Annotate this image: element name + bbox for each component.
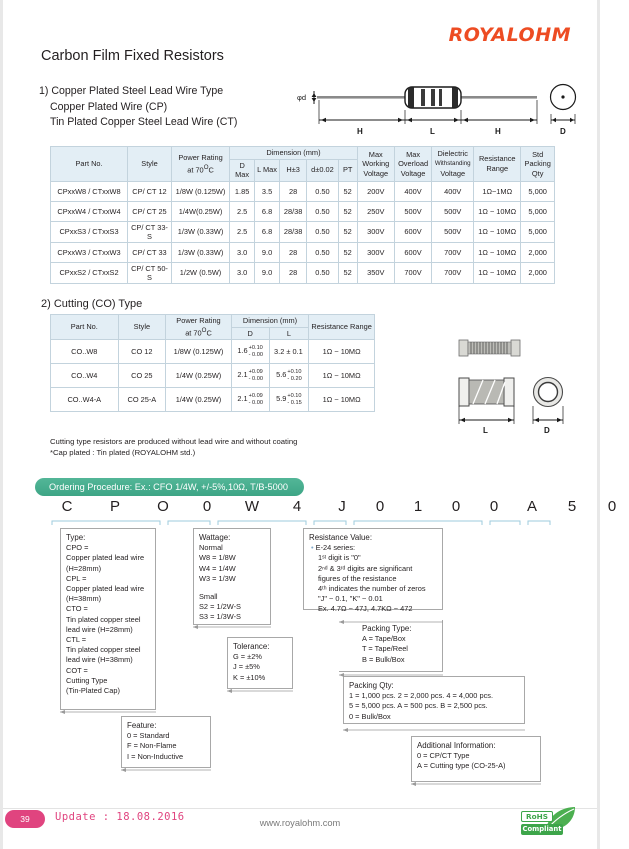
feature-line-2: F = Non-Flame <box>127 741 177 751</box>
cell-d <box>231 388 269 412</box>
feature-line-3: I = Non-Inductive <box>127 751 184 761</box>
packing-qty-line-3: 0 = Bulk/Box <box>349 711 391 721</box>
cell-resistance: 1Ω ~ 10MΩ <box>474 221 521 242</box>
compliant-label: Compliant <box>522 825 562 833</box>
table-row <box>51 340 375 364</box>
cell-power: 1/8W (0.125W) <box>166 340 232 364</box>
th-power-rating: Power Rating at $70^OC$ <box>171 147 229 182</box>
th-dimension: Dimension (mm) <box>231 315 308 328</box>
cell-resistance: 1Ω ~ 10MΩ <box>309 388 375 412</box>
cell-mwv: 200V <box>357 181 394 201</box>
cell-l-max: 6.8 <box>255 201 280 221</box>
wattage-line-2: W8 = 1/8W <box>199 553 236 563</box>
type-line-10: CTL = <box>66 635 87 645</box>
th-pt: PT <box>338 159 357 181</box>
label-d: D <box>560 127 566 136</box>
cutting-type-illustration <box>433 332 593 442</box>
cell-resistance: 1Ω ~ 10MΩ <box>474 262 521 283</box>
th-d: D <box>231 327 269 340</box>
wattage-line-6: Small <box>199 592 218 602</box>
section-1-line-3: Tin Plated Copper Steel Lead Wire (CT) <box>50 116 238 128</box>
cell-dwv: 700V <box>432 242 474 262</box>
table-row <box>51 201 555 221</box>
additional-box-title: Additional Information: <box>417 741 496 750</box>
th-d-max: D Max <box>230 159 255 181</box>
cell-mwv: 300V <box>357 242 394 262</box>
company-logo: ROYALOHM <box>448 24 571 46</box>
resistance-bullet: E-24 series: <box>315 543 356 553</box>
cell-d-max: 3.0 <box>230 242 255 262</box>
resistance-line-6: Ex. 4.7Ω ~ 47J, 4.7KΩ ~ 472 <box>318 604 413 614</box>
type-line-13: COT = <box>66 665 88 675</box>
cell-pt: 52 <box>338 262 357 283</box>
cell-part-no: CO..W4-A <box>51 388 119 412</box>
tolerance-line-2: J = ±5% <box>233 662 260 672</box>
code-char-3: O <box>157 498 169 515</box>
rohs-compliant-badge <box>521 806 575 842</box>
type-line-5: Copper plated lead wire <box>66 584 145 594</box>
cell-h: 28/38 <box>280 201 307 221</box>
cell-dwv: 500V <box>432 201 474 221</box>
code-char-1: C <box>61 498 73 515</box>
cell-h: 28 <box>280 262 307 283</box>
cell-d-tol: 0.50 <box>307 221 338 242</box>
cell-part-no: CPxxW8 / CTxxW8 <box>51 181 128 201</box>
cell-d-value: 2.1 <box>237 370 248 380</box>
cell-d-plus: +0.10 <box>248 345 263 352</box>
table-row <box>51 181 555 201</box>
feature-line-1: 0 = Standard <box>127 731 170 741</box>
type-line-14: Cutting Type <box>66 675 108 685</box>
cell-l <box>269 364 309 388</box>
th-max-overload-voltage: Max Overload Voltage <box>394 147 432 182</box>
cell-d-max: 1.85 <box>230 181 255 201</box>
cell-resistance: 1Ω ~ 10MΩ <box>474 201 521 221</box>
code-char-10: 0 <box>451 498 461 515</box>
cutting-type-notes <box>50 437 297 458</box>
resistance-line-3: figures of the resistance <box>318 573 397 583</box>
axial-resistor-diagram <box>295 78 585 142</box>
cell-l-max: 3.5 <box>255 181 280 201</box>
cell-part-no: CO..W8 <box>51 340 119 364</box>
cell-l-max: 9.0 <box>255 262 280 283</box>
packing-qty-line-2: 5 = 5,000 pcs. A = 500 pcs. B = 2,500 pcs. <box>349 701 488 711</box>
label-h-right: H <box>495 127 501 136</box>
section-2-heading: 2) Cutting (CO) Type <box>41 298 143 310</box>
cell-l-value: 3.2 ± 0.1 <box>274 347 303 356</box>
code-char-2: P <box>109 498 120 515</box>
th-dielectric-withstanding-voltage: Dielectric Withstanding Voltage <box>432 147 474 182</box>
wattage-box-title: Wattage: <box>199 533 231 542</box>
cell-l-value: 5.6 <box>276 370 287 380</box>
table-row <box>51 221 555 242</box>
cell-mwv: 250V <box>357 201 394 221</box>
page-title: Carbon Film Fixed Resistors <box>41 48 224 64</box>
additional-line-2: A = Cutting type (CO-25-A) <box>417 761 506 771</box>
note-line-1: Cutting type resistors are produced without lead wire and without coating <box>50 437 298 446</box>
table1-body <box>51 181 555 283</box>
cell-power: 1/3W (0.33W) <box>171 242 229 262</box>
cell-pt: 52 <box>338 221 357 242</box>
resistance-line-2: 2ⁿᵈ & 3ʳᵈ digits are significant <box>318 563 413 573</box>
resistance-box-title: Resistance Value: <box>309 533 373 542</box>
cell-pt: 52 <box>338 201 357 221</box>
lead-wire-type-table <box>50 146 555 284</box>
th-h: H±3 <box>280 159 307 181</box>
cell-style: CO 25 <box>118 364 166 388</box>
cell-l-plus: +0.10 <box>287 393 302 400</box>
code-char-11: 0 <box>489 498 499 515</box>
cell-power: 1/4W (0.25W) <box>166 388 232 412</box>
cell-h: 28 <box>280 181 307 201</box>
wattage-line-4: W3 = 1/3W <box>199 573 236 583</box>
type-line-11: Tin plated copper steel <box>66 645 141 655</box>
type-line-12: lead wire (H=38mm) <box>66 655 133 665</box>
cell-part-no: CPxxW4 / CTxxW4 <box>51 201 128 221</box>
cell-d-value: 2.1 <box>237 394 248 404</box>
cell-resistance: 1Ω ~ 10MΩ <box>474 242 521 262</box>
cell-l-max: 9.0 <box>255 242 280 262</box>
tolerance-line-3: K = ±10% <box>233 672 266 682</box>
th-l: L <box>269 327 309 340</box>
th-resistance-range: Resistance Range <box>474 147 521 182</box>
rohs-label: RoHS <box>521 811 553 822</box>
cell-h: 28/38 <box>280 221 307 242</box>
packing-type-line-2: T = Tape/Reel <box>362 644 408 654</box>
section-1-line-1: 1) Copper Plated Steel Lead Wire Type <box>39 85 224 97</box>
cell-d-minus: - 0.00 <box>248 375 263 382</box>
code-char-9: 1 <box>413 498 423 515</box>
cell-pt: 52 <box>338 181 357 201</box>
cell-style: CO 25-A <box>118 388 166 412</box>
feature-box-title: Feature: <box>127 721 157 730</box>
wattage-line-8: S3 = 1/3W-S <box>199 612 241 622</box>
cell-l <box>269 340 309 364</box>
update-date: Update : 18.08.2016 <box>55 811 185 823</box>
type-line-6: (H=38mm) <box>66 594 102 604</box>
cell-d-minus: - 0.00 <box>248 351 263 358</box>
cell-mwv: 350V <box>357 262 394 283</box>
cell-d-max: 2.5 <box>230 201 255 221</box>
cell-pt: 52 <box>338 242 357 262</box>
additional-line-1: 0 = CP/CT Type <box>417 751 470 761</box>
section-1-heading <box>39 84 237 131</box>
cell-l-value: 5.9 <box>276 394 287 404</box>
coil-element-icon <box>459 340 520 356</box>
table-header-row <box>51 315 375 328</box>
cell-style: CP/ CT 50-S <box>128 262 172 283</box>
packing-type-line-3: B = Bulk/Box <box>362 654 405 664</box>
cell-h: 28 <box>280 242 307 262</box>
cell-d-minus: - 0.00 <box>248 399 263 406</box>
cell-l-plus: +0.10 <box>287 369 302 376</box>
cell-d-max: 3.0 <box>230 262 255 283</box>
cell-dwv: 700V <box>432 262 474 283</box>
cell-mov: 500V <box>394 201 432 221</box>
label-l: L <box>430 127 435 136</box>
th-style: Style <box>118 315 166 340</box>
cell-l-max: 6.8 <box>255 221 280 242</box>
cell-d <box>231 340 269 364</box>
label-h-left: H <box>357 127 363 136</box>
cell-style: CP/ CT 25 <box>128 201 172 221</box>
cell-power: 1/2W (0.5W) <box>171 262 229 283</box>
cell-mwv: 300V <box>357 221 394 242</box>
th-style: Style <box>128 147 172 182</box>
cell-style: CP/ CT 33 <box>128 242 172 262</box>
label-cut-l: L <box>483 426 488 435</box>
cell-qty: 5,000 <box>521 181 555 201</box>
table-row <box>51 262 555 283</box>
cell-dwv: 500V <box>432 221 474 242</box>
cell-mov: 600V <box>394 221 432 242</box>
th-d-tol: d±0.02 <box>307 159 338 181</box>
note-line-2: *Cap plated : Tin plated (ROYALOHM std.) <box>50 447 196 457</box>
cutting-type-table <box>50 314 375 412</box>
th-l-max: L Max <box>255 159 280 181</box>
footer-divider <box>3 808 597 809</box>
packing-qty-title: Packing Qty: <box>349 681 394 690</box>
ordering-code-row <box>50 498 617 520</box>
type-line-3: (H=28mm) <box>66 563 102 573</box>
label-phi-d: φd <box>297 93 307 102</box>
resistance-line-4: 4ᵗʰ indicates the number of zeros <box>318 584 426 594</box>
cell-part-no: CPxxS3 / CTxxS3 <box>51 221 128 242</box>
cell-d-tol: 0.50 <box>307 242 338 262</box>
cell-style: CP/ CT 12 <box>128 181 172 201</box>
ordering-leader-lines <box>50 525 560 795</box>
packing-type-line-1: A = Tape/Box <box>362 634 406 644</box>
cell-mov: 600V <box>394 242 432 262</box>
page-number-badge: 39 <box>5 810 45 828</box>
th-max-working-voltage: Max Working Voltage <box>357 147 394 182</box>
wattage-line-1: Normal <box>199 543 223 553</box>
cell-l <box>269 388 309 412</box>
cell-qty: 2,000 <box>521 242 555 262</box>
code-char-6: 4 <box>292 498 302 515</box>
type-line-4: CPL = <box>66 573 87 583</box>
th-part-no: Part No. <box>51 315 119 340</box>
type-line-8: Tin plated copper steel <box>66 614 141 624</box>
table-header-row <box>51 147 555 160</box>
th-dimension: Dimension (mm) <box>230 147 358 160</box>
cell-d-tol: 0.50 <box>307 201 338 221</box>
th-power-rating: Power Rating at $70^OC$ <box>166 315 232 340</box>
cell-power: 1/3W (0.33W) <box>171 221 229 242</box>
type-line-2: Copper plated lead wire <box>66 553 145 563</box>
cell-d-tol: 0.50 <box>307 262 338 283</box>
table-row <box>51 242 555 262</box>
bullet-icon: • <box>311 543 314 553</box>
table2-body <box>51 340 375 412</box>
code-char-7: J <box>338 498 346 515</box>
cell-d-tol: 0.50 <box>307 181 338 201</box>
cell-part-no: CPxxS2 / CTxxS2 <box>51 262 128 283</box>
th-resistance-range: Resistance Range <box>309 315 375 340</box>
type-box-title: Type: <box>66 533 86 542</box>
cell-qty: 5,000 <box>521 221 555 242</box>
cell-d-max: 2.5 <box>230 221 255 242</box>
cell-d-plus: +0.09 <box>248 393 263 400</box>
cell-dwv: 400V <box>432 181 474 201</box>
table-row <box>51 364 375 388</box>
cell-resistance: 1Ω ~ 10MΩ <box>309 364 375 388</box>
cell-l-minus: - 0.20 <box>287 375 302 382</box>
packing-type-title: Packing Type: <box>362 624 412 633</box>
code-char-8: 0 <box>375 498 385 515</box>
th-std-packing-qty: Std Packing Qty <box>521 147 555 182</box>
type-line-1: CPO = <box>66 543 89 553</box>
table-row <box>51 388 375 412</box>
cell-d <box>231 364 269 388</box>
th-part-no: Part No. <box>51 147 128 182</box>
cell-mov: 700V <box>394 262 432 283</box>
cell-qty: 5,000 <box>521 201 555 221</box>
cell-d-plus: +0.09 <box>248 369 263 376</box>
packing-qty-line-1: 1 = 1,000 pcs. 2 = 2,000 pcs. 4 = 4,000 pcs. <box>349 691 494 701</box>
cell-resistance: 1Ω ~ 10MΩ <box>309 340 375 364</box>
cell-power: 1/4W (0.25W) <box>166 364 232 388</box>
cell-part-no: CPxxW3 / CTxxW3 <box>51 242 128 262</box>
type-line-7: CTO = <box>66 604 88 614</box>
cell-style: CP/ CT 33-S <box>128 221 172 242</box>
side-view-icon <box>459 378 514 435</box>
cell-mov: 400V <box>394 181 432 201</box>
cell-resistance: 1Ω~1MΩ <box>474 181 521 201</box>
resistance-line-5: "J" ~ 0.1, "K" ~ 0.01 <box>318 594 383 604</box>
type-line-9: lead wire (H=28mm) <box>66 624 133 634</box>
end-view-icon <box>533 378 563 436</box>
tolerance-box-title: Tolerance: <box>233 642 270 651</box>
code-char-12: A <box>526 498 537 515</box>
section-1-line-2: Copper Plated Wire (CP) <box>50 100 168 113</box>
ordering-procedure-banner: Ordering Procedure: Ex.: CFO 1/4W, +/-5%,10Ω, T/B-5000 <box>35 478 304 496</box>
resistance-line-1: 1ˢᵗ digit is "0" <box>318 553 361 563</box>
cell-power: 1/4W(0.25W) <box>171 201 229 221</box>
cell-l-minus: - 0.15 <box>287 399 302 406</box>
wattage-line-3: W4 = 1/4W <box>199 563 236 573</box>
tolerance-line-1: G = ±2% <box>233 652 262 662</box>
code-char-14: 0 <box>607 498 617 515</box>
cell-part-no: CO..W4 <box>51 364 119 388</box>
type-line-15: (Tin-Plated Cap) <box>66 686 120 696</box>
code-char-13: 5 <box>567 498 577 515</box>
cell-qty: 2,000 <box>521 262 555 283</box>
cell-d-value: 1.6 <box>237 346 248 356</box>
code-char-5: W <box>244 498 260 515</box>
code-char-4: 0 <box>202 498 212 515</box>
cell-style: CO 12 <box>118 340 166 364</box>
cell-power: 1/8W (0.125W) <box>171 181 229 201</box>
wattage-line-7: S2 = 1/2W-S <box>199 602 241 612</box>
label-cut-d: D <box>544 426 550 435</box>
website-url[interactable]: www.royalohm.com <box>259 818 341 828</box>
